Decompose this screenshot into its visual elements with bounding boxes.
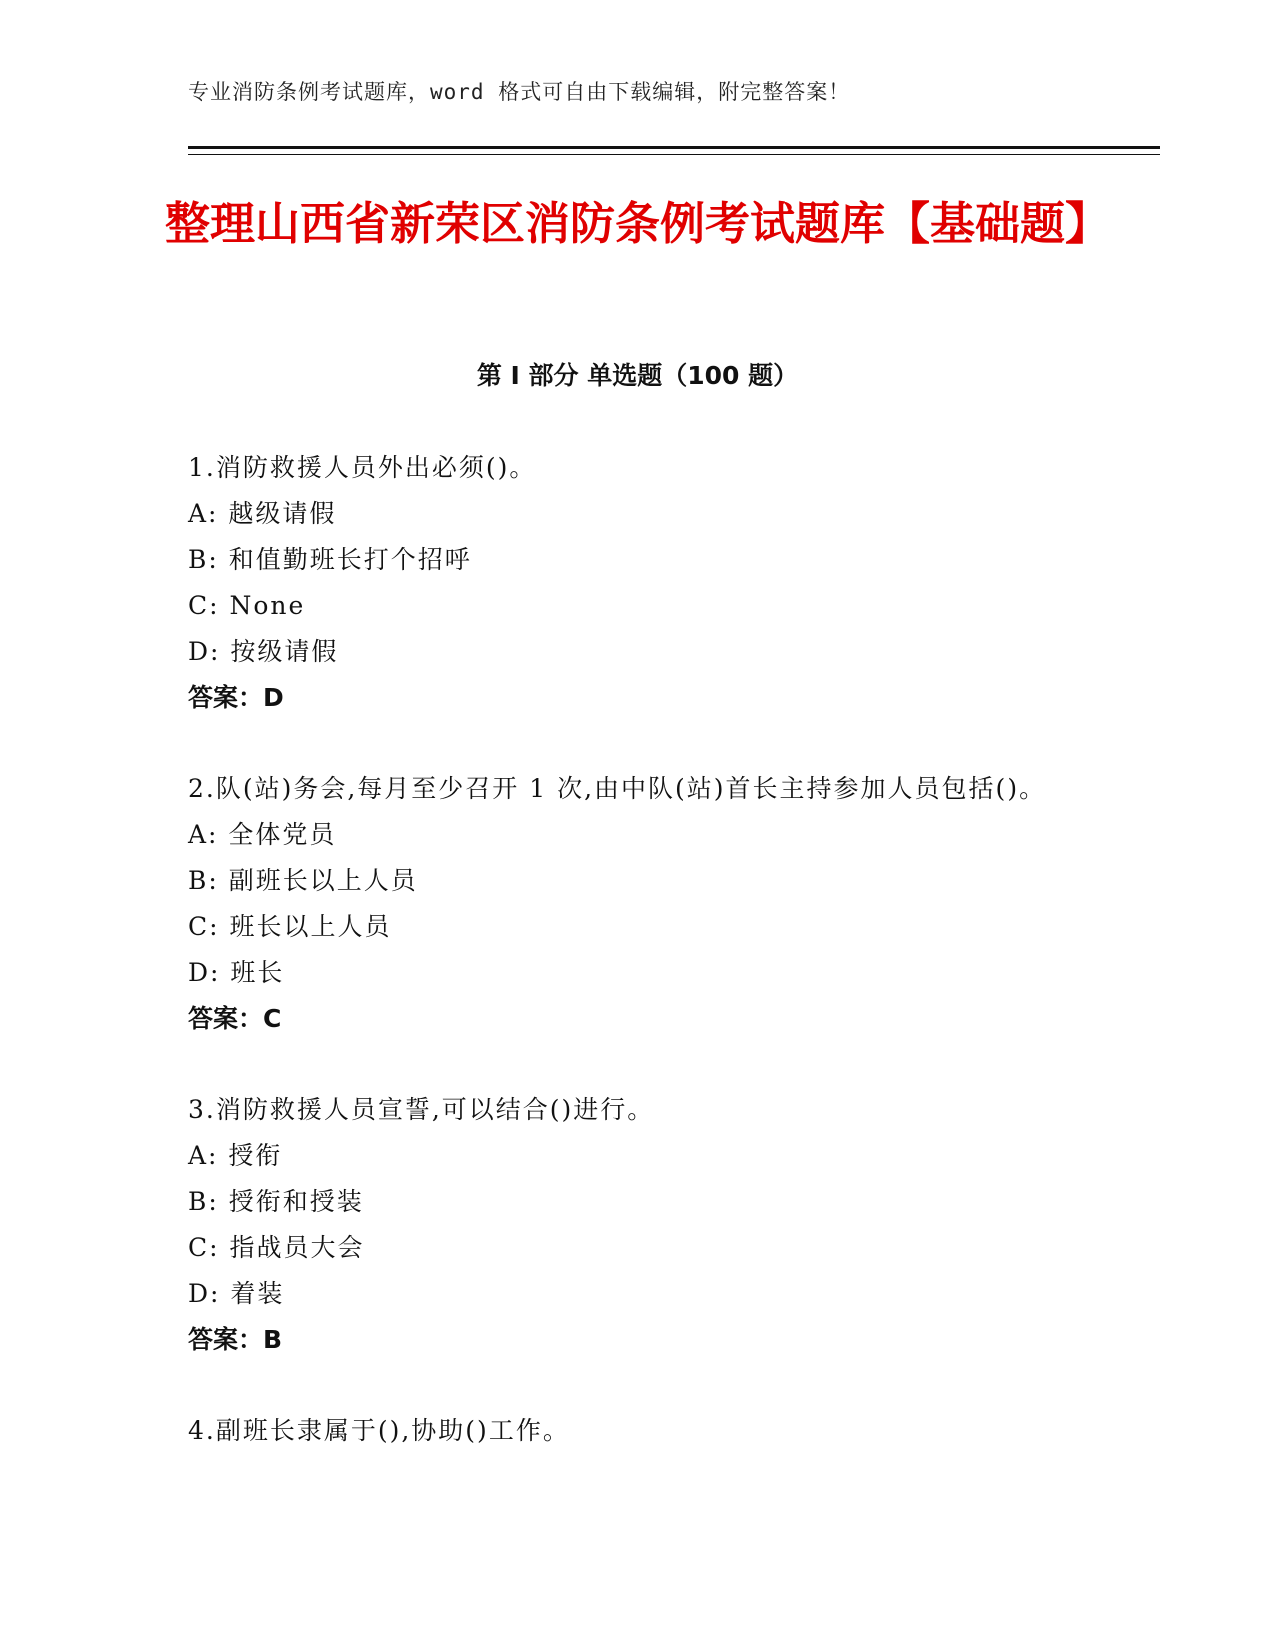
header-rule-thick [188,146,1160,149]
question-2 [188,766,1088,1042]
section-heading: 第 I 部分 单选题（100 题） [476,361,799,390]
question-4 [188,1408,1088,1454]
option-d: D: 按级请假 [188,637,339,666]
option-b: B: 授衔和授装 [188,1187,364,1216]
option-c: C: None [188,591,306,620]
option-a: A: 全体党员 [188,820,337,849]
option-b: B: 和值勤班长打个招呼 [188,545,472,574]
header-note: 专业消防条例考试题库，word 格式可自由下载编辑，附完整答案！ [188,80,851,104]
header-rule-thin [188,154,1160,155]
question-1 [188,445,1088,721]
question-stem: 3.消防救援人员宣誓,可以结合()进行。 [188,1095,655,1124]
option-d: D: 班长 [188,958,285,987]
document-title: 整理山西省新荣区消防条例考试题库【基础题】 [164,197,1110,250]
question-3 [188,1087,1088,1363]
question-stem: 1.消防救援人员外出必须()。 [188,453,537,482]
answer: 答案：B [188,1325,283,1354]
option-a: A: 授衔 [188,1141,283,1170]
question-stem: 4.副班长隶属于(),协助()工作。 [188,1416,570,1445]
answer: 答案：D [188,683,284,712]
option-c: C: 班长以上人员 [188,912,392,941]
answer: 答案：C [188,1004,282,1033]
option-a: A: 越级请假 [188,499,337,528]
question-stem: 2.队(站)务会,每月至少召开 1 次,由中队(站)首长主持参加人员包括()。 [188,774,1047,803]
option-d: D: 着装 [188,1279,285,1308]
option-c: C: 指战员大会 [188,1233,365,1262]
option-b: B: 副班长以上人员 [188,866,418,895]
question-list [188,445,1088,1499]
